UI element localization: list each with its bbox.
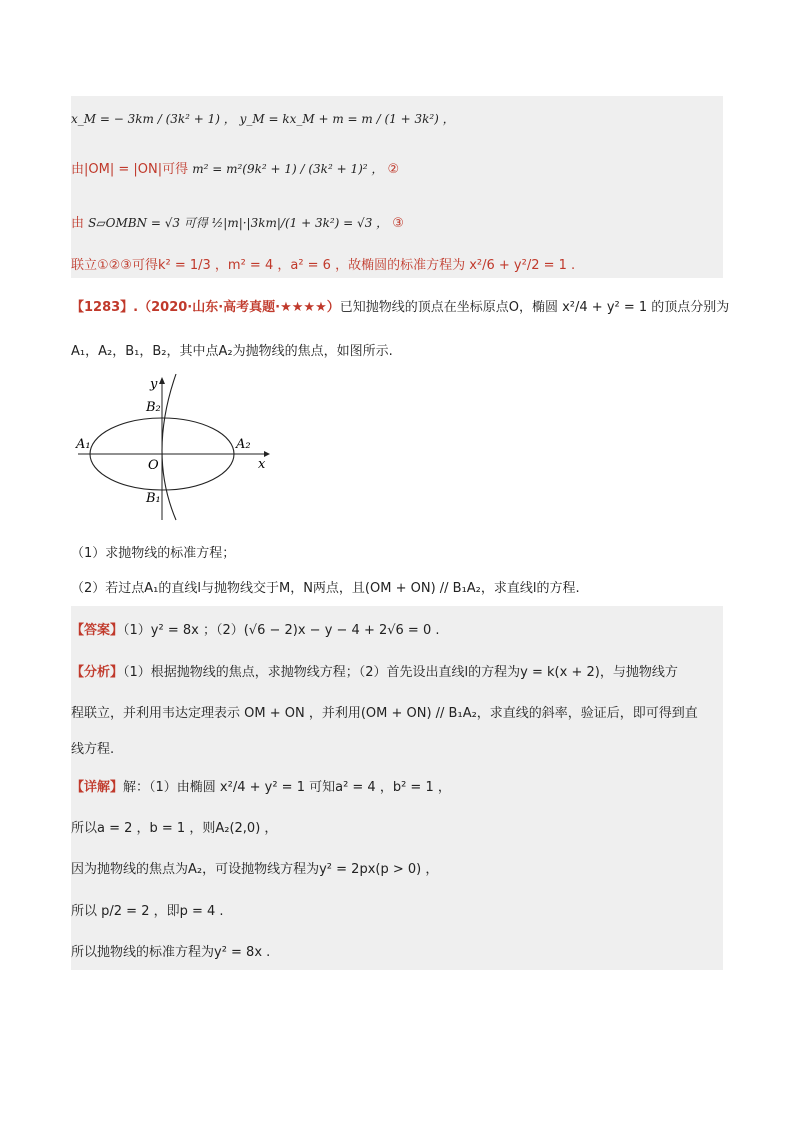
detail-line-5: 所以抛物线的标准方程为y² = 8x . <box>71 945 271 960</box>
analysis-line-1 <box>71 661 678 680</box>
analysis-tag: 【分析】 <box>71 665 124 680</box>
question-2: （2）若过点A₁的直线l与抛物线交于M，N两点，且(OM + ON) // B₁A₂，求直线l的方程. <box>71 581 580 596</box>
detail-line-2: 所以a = 2 ，b = 1 ，则A₂(2,0) ， <box>71 821 278 836</box>
question-1: （1）求抛物线的标准方程； <box>71 546 236 561</box>
solution-line-4: 联立①②③可得k² = 1/3 ，m² = 4 ，a² = 6 ，故椭圆的标准方程为 x²/6 + y²/2 = 1 . <box>71 258 576 273</box>
label-x: x <box>258 457 266 472</box>
analysis-line-2: 程联立，并利用韦达定理表示 OM + ON ，并利用(OM + ON) // B₁A₂，求直线的斜率，验证后，即可得到直 <box>71 706 698 721</box>
answer-text: （1）y² = 8x ；（2）(√6 − 2)x − y − 4 + 2√6 = 0 . <box>123 623 440 638</box>
analysis-text-1: （1）根据抛物线的焦点，求抛物线方程；（2）首先设出直线l的方程为y = k(x + 2)，与抛物线方 <box>123 665 678 680</box>
equation-marker-3: ③ <box>392 216 404 231</box>
solution-line-3-math: S▱OMBN = √3 可得 ½|m|·|3km|/(1 + 3k²) = √3 ， <box>88 216 389 230</box>
problem-line-2: A₁，A₂，B₁，B₂，其中点A₂为抛物线的焦点，如图所示. <box>71 344 393 359</box>
label-A1: A₁ <box>76 437 91 452</box>
detail-text-1: 解：（1）由椭圆 x²/4 + y² = 1 可知a² = 4 ，b² = 1 ， <box>123 780 451 795</box>
ellipse-parabola-figure <box>72 368 282 526</box>
label-A2: A₂ <box>236 437 251 452</box>
problem-text-1: 已知抛物线的顶点在坐标原点O，椭圆 x²/4 + y² = 1 的顶点分别为 <box>339 300 730 315</box>
detail-line-4: 所以 p/2 = 2 ，即p = 4 . <box>71 904 224 919</box>
problem-line-1 <box>71 296 729 315</box>
solution-line-2 <box>71 158 399 177</box>
label-B1: B₁ <box>146 491 161 506</box>
answer-line <box>71 619 440 638</box>
answer-tag: 【答案】 <box>71 623 124 638</box>
analysis-line-3: 线方程. <box>71 742 115 757</box>
parabola <box>162 374 176 520</box>
solution-line-3-prefix: 由 <box>71 216 85 231</box>
detail-line-3: 因为抛物线的焦点为A₂，可设抛物线方程为y² = 2px(p > 0) ， <box>71 862 439 877</box>
label-y: y <box>150 377 158 392</box>
solution-line-1: x_M = − 3km / (3k² + 1) ， y_M = kx_M + m = m / (1 + 3k²) ， <box>71 112 455 126</box>
solution-line-2-math: m² = m²(9k² + 1) / (3k² + 1)² ， <box>192 162 384 176</box>
problem-tag: 【1283】.（2020·山东·高考真题·★★★★） <box>71 300 340 315</box>
y-axis-arrow <box>159 377 165 384</box>
label-origin: O <box>148 458 159 473</box>
detail-line-1 <box>71 776 451 795</box>
label-B2: B₂ <box>146 400 161 415</box>
solution-line-3 <box>71 212 404 231</box>
detail-tag: 【详解】 <box>71 780 124 795</box>
equation-marker-2: ② <box>387 162 400 177</box>
solution-line-2-prefix: 由|OM| = |ON|可得 <box>71 162 189 177</box>
